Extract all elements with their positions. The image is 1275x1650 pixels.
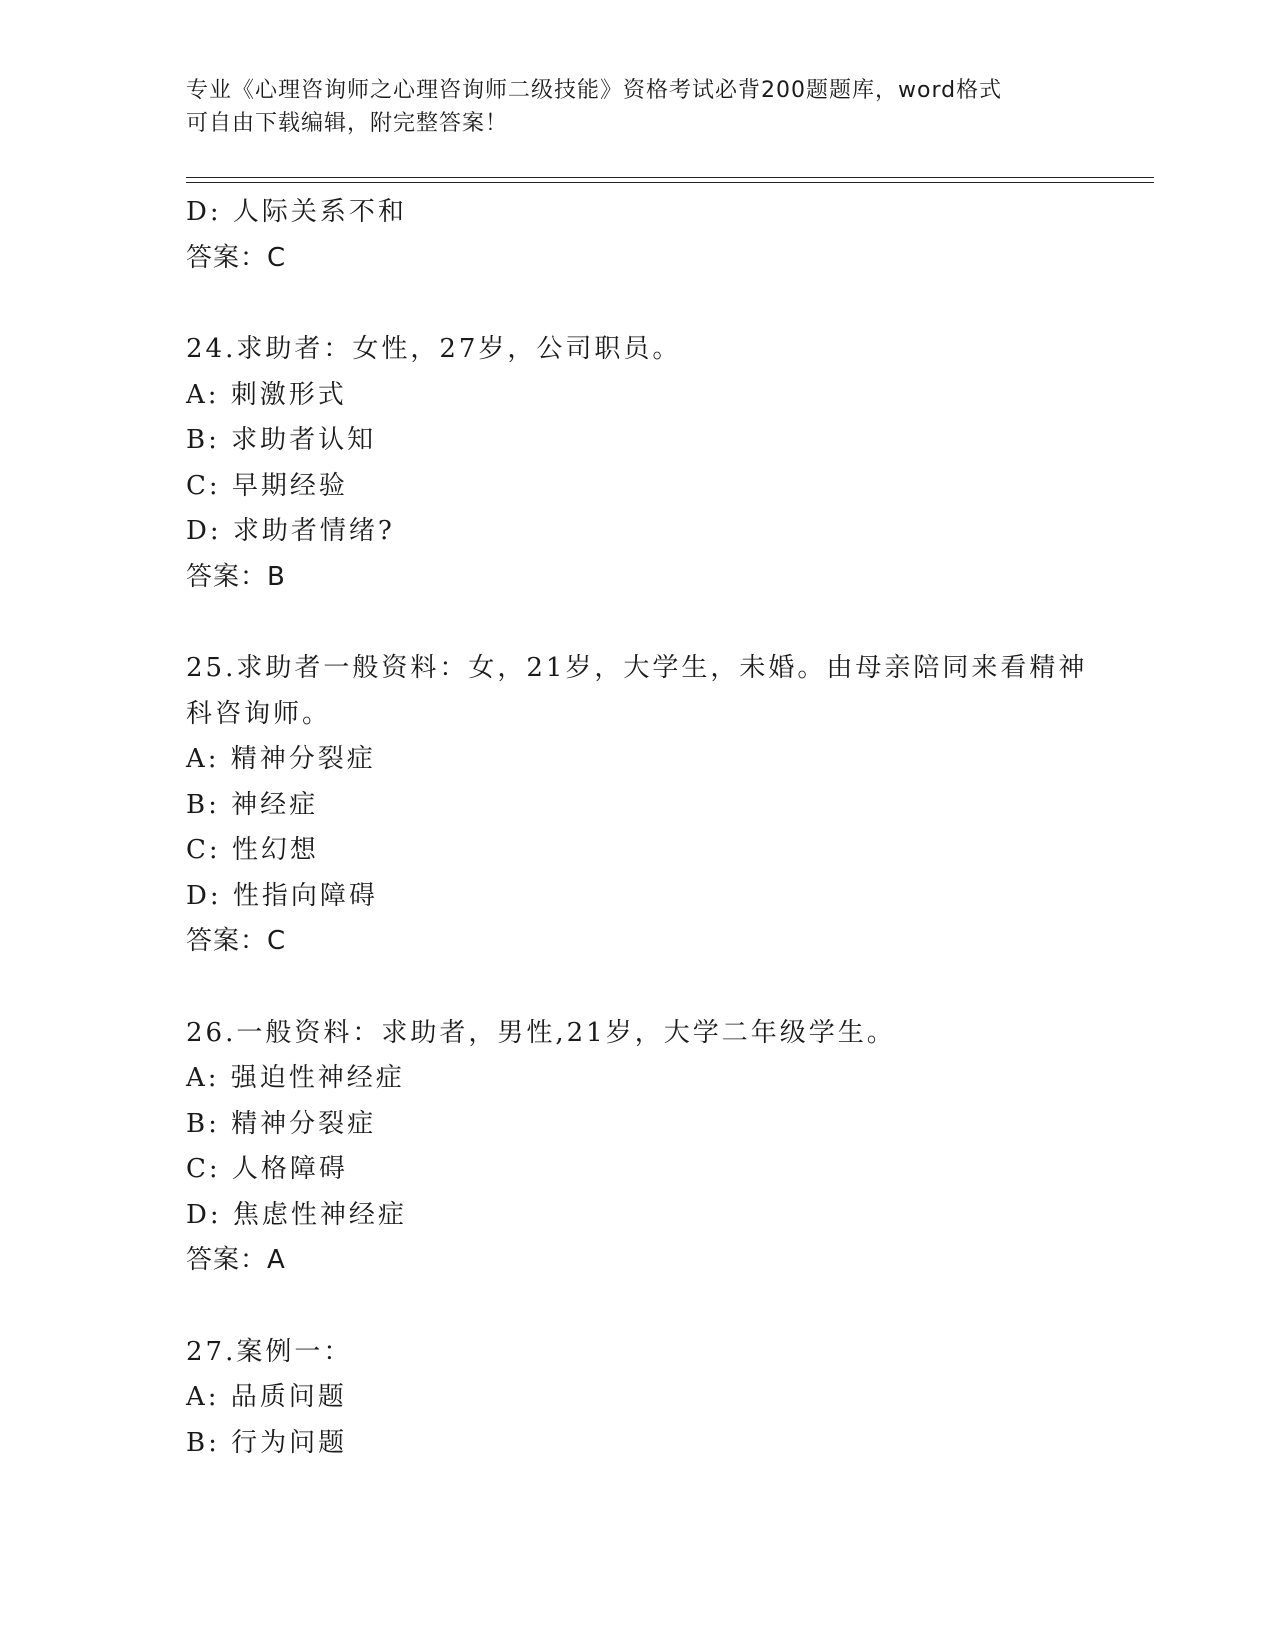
option-d: D: 性指向障碍 — [186, 880, 378, 911]
option-c: C: 性幻想 — [186, 835, 319, 865]
header-title-line-1: 专业《心理咨询师之心理咨询师二级技能》资格考试必背200题题库，word格式 — [186, 78, 1003, 103]
header-title-line-2: 可自由下载编辑，附完整答案！ — [186, 111, 509, 136]
option-c: C: 早期经验 — [186, 470, 348, 501]
document-header — [186, 74, 1086, 140]
answer-line: 答案：C — [186, 242, 287, 273]
question-list — [186, 190, 1106, 1466]
option-a: A: 强迫性神经症 — [186, 1063, 405, 1093]
option-b: B: 精神分裂症 — [186, 1108, 377, 1139]
answer-line: 答案：C — [186, 926, 287, 956]
answer-line: 答案：A — [186, 1245, 286, 1275]
answer-line: 答案：B — [186, 561, 286, 592]
header-divider-top — [186, 177, 1154, 178]
option-b: B: 神经症 — [186, 789, 319, 820]
question-spacer — [186, 965, 1106, 1011]
option-a: A: 精神分裂症 — [186, 744, 376, 774]
option-d: D: 人际关系不和 — [186, 197, 407, 227]
question-25 — [186, 646, 1106, 965]
question-27 — [186, 1330, 1106, 1467]
question-spacer — [186, 1284, 1106, 1330]
option-d: D: 焦虑性神经症 — [186, 1199, 407, 1230]
question-26 — [186, 1011, 1106, 1284]
question-stem-line-1: 25.求助者一般资料：女，21岁，大学生，未婚。由母亲陪同来看精神 — [186, 653, 1088, 683]
option-b: B: 行为问题 — [186, 1427, 348, 1458]
header-divider-bottom — [186, 182, 1154, 183]
question-spacer — [186, 600, 1106, 646]
question-stem: 26.一般资料：求助者，男性,21岁，大学二年级学生。 — [186, 1017, 896, 1048]
question-spacer — [186, 281, 1106, 327]
question-23-fragment — [186, 190, 1106, 281]
option-c: C: 人格障碍 — [186, 1154, 348, 1184]
option-a: A: 品质问题 — [186, 1382, 347, 1412]
question-stem-line-2: 科咨询师。 — [186, 698, 332, 729]
option-a: A: 刺激形式 — [186, 379, 347, 410]
option-b: B: 求助者认知 — [186, 425, 377, 455]
option-d: D: 求助者情绪? — [186, 516, 395, 546]
question-24 — [186, 327, 1106, 600]
question-stem: 24.求助者：女性，27岁，公司职员。 — [186, 334, 682, 364]
question-stem: 27.案例一： — [186, 1336, 353, 1367]
